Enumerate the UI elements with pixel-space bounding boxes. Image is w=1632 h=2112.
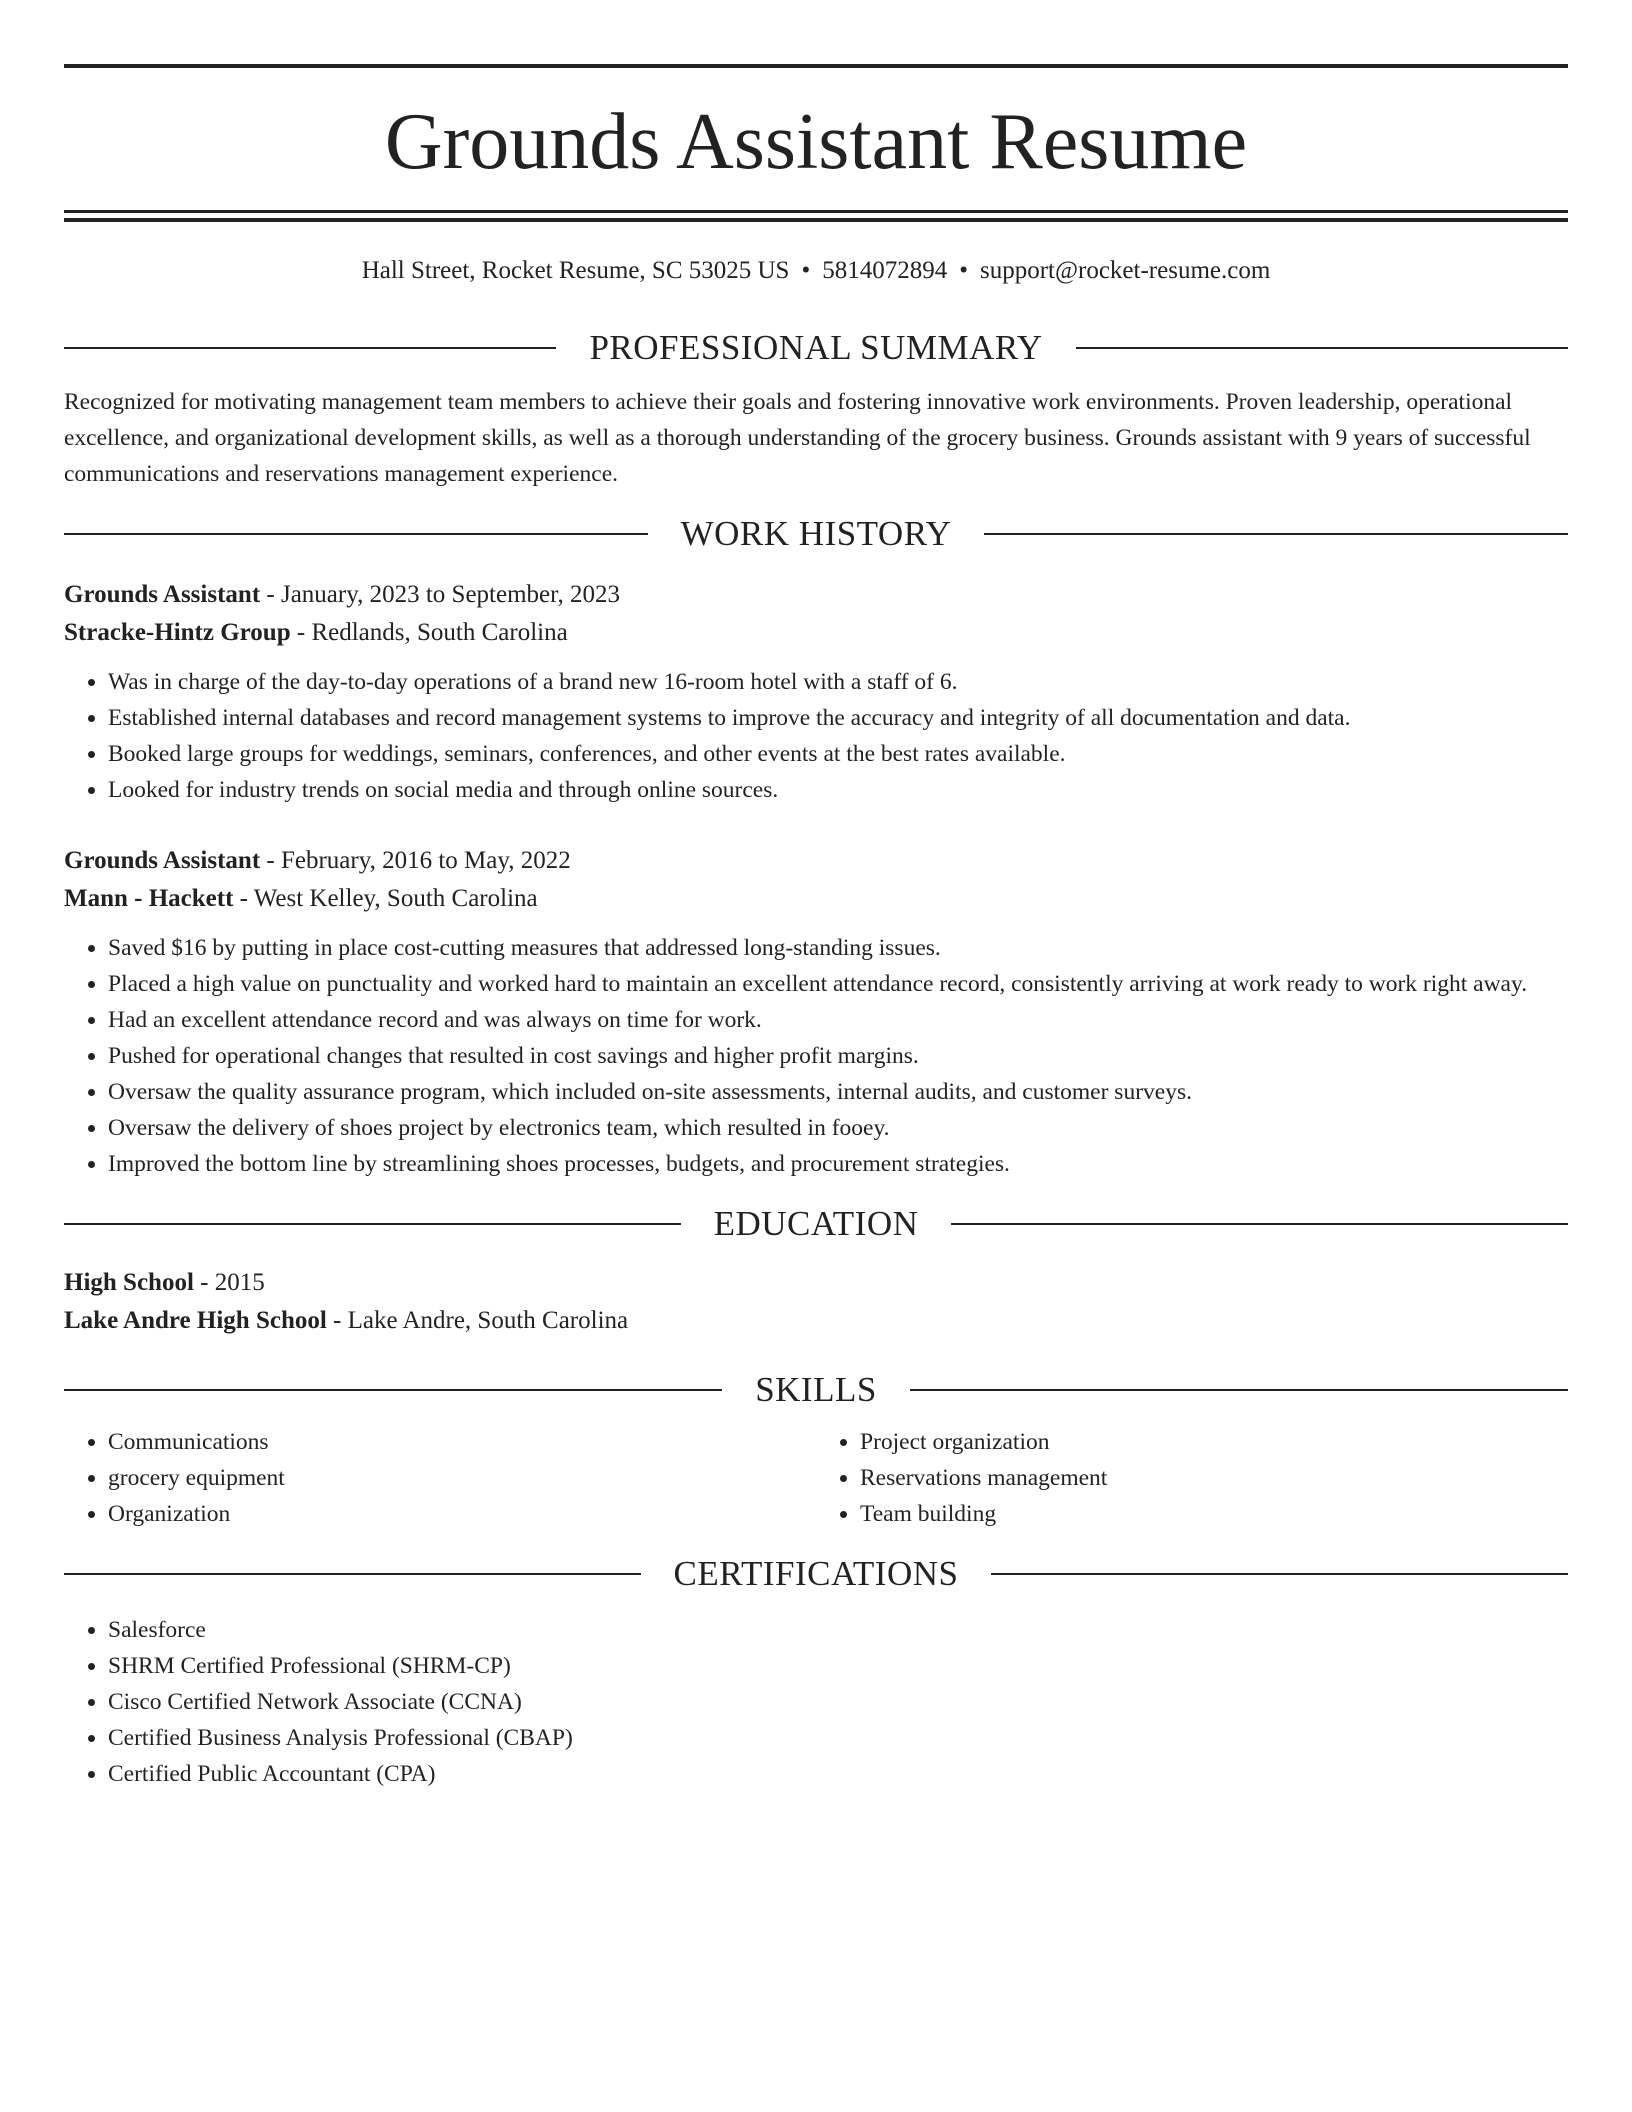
section-rule bbox=[991, 1573, 1568, 1575]
skills-grid bbox=[64, 1424, 1568, 1532]
list-item: • Placed a high value on punctuality and worked hard to maintain an excellent attendance record, consistently arriving at work ready to work right away. bbox=[108, 966, 1568, 1002]
education-school-line bbox=[64, 1302, 1568, 1340]
section-header-work bbox=[64, 512, 1568, 556]
list-item: • Had an excellent attendance record and was always on time for work. bbox=[108, 1002, 1568, 1038]
section-header-summary bbox=[64, 326, 1568, 370]
list-item: • Team building bbox=[860, 1496, 1568, 1532]
title-double-rule bbox=[64, 210, 1568, 222]
list-item: • Improved the bottom line by streamlining shoes processes, budgets, and procurement strategies. bbox=[108, 1146, 1568, 1182]
education-degree-line bbox=[64, 1264, 1568, 1302]
education-entry bbox=[64, 1264, 1568, 1340]
list-item: • Pushed for operational changes that resulted in cost savings and higher profit margins. bbox=[108, 1038, 1568, 1074]
list-item: • Organization bbox=[108, 1496, 816, 1532]
job-title: Grounds Assistant bbox=[64, 847, 261, 874]
job-title-line bbox=[64, 842, 1568, 880]
section-rule bbox=[64, 1389, 722, 1391]
section-rule bbox=[951, 1223, 1568, 1225]
list-item: • Salesforce bbox=[108, 1612, 1568, 1648]
top-rule bbox=[64, 64, 1568, 68]
section-title: WORK HISTORY bbox=[680, 514, 952, 553]
section-rule bbox=[64, 1573, 641, 1575]
list-item: • Reservations management bbox=[860, 1460, 1568, 1496]
section-header-education bbox=[64, 1202, 1568, 1246]
certifications-list bbox=[64, 1612, 1568, 1792]
section-rule bbox=[1076, 347, 1568, 349]
section-rule bbox=[910, 1389, 1568, 1391]
list-item: • Was in charge of the day-to-day operations of a brand new 16-room hotel with a staff of 6. bbox=[108, 664, 1568, 700]
contact-separator: • bbox=[801, 257, 811, 284]
job-entry bbox=[64, 576, 1568, 808]
section-header-certifications bbox=[64, 1552, 1568, 1596]
skills-column-left bbox=[64, 1424, 816, 1532]
list-item: • grocery equipment bbox=[108, 1460, 816, 1496]
job-company: Stracke-Hintz Group bbox=[64, 619, 291, 646]
section-title: CERTIFICATIONS bbox=[673, 1554, 959, 1593]
list-item: • Oversaw the quality assurance program, which included on-site assessments, internal audits, and customer surveys. bbox=[108, 1074, 1568, 1110]
job-title: Grounds Assistant bbox=[64, 581, 261, 608]
job-dates: - February, 2016 to May, 2022 bbox=[260, 847, 571, 874]
section-rule bbox=[984, 533, 1568, 535]
list-item: • SHRM Certified Professional (SHRM-CP) bbox=[108, 1648, 1568, 1684]
job-location: - Redlands, South Carolina bbox=[290, 619, 568, 646]
section-title: EDUCATION bbox=[713, 1204, 919, 1243]
education-location: - Lake Andre, South Carolina bbox=[326, 1307, 629, 1334]
job-bullets bbox=[64, 664, 1568, 808]
list-item: • Looked for industry trends on social media and through online sources. bbox=[108, 772, 1568, 808]
section-rule bbox=[64, 1223, 681, 1225]
list-item: • Oversaw the delivery of shoes project by electronics team, which resulted in fooey. bbox=[108, 1110, 1568, 1146]
list-item: • Project organization bbox=[860, 1424, 1568, 1460]
contact-line bbox=[64, 256, 1568, 286]
job-location: - West Kelley, South Carolina bbox=[233, 885, 538, 912]
list-item: • Certified Public Accountant (CPA) bbox=[108, 1756, 1568, 1792]
list-item: • Communications bbox=[108, 1424, 816, 1460]
education-year: - 2015 bbox=[193, 1269, 265, 1296]
job-title-line bbox=[64, 576, 1568, 614]
page-title: Grounds Assistant Resume bbox=[384, 98, 1248, 186]
list-item: • Established internal databases and record management systems to improve the accuracy and integrity of all documentation and data. bbox=[108, 700, 1568, 736]
section-title: SKILLS bbox=[755, 1370, 877, 1409]
list-item: • Certified Business Analysis Professional (CBAP) bbox=[108, 1720, 1568, 1756]
education-degree: High School bbox=[64, 1269, 194, 1296]
job-company-line bbox=[64, 880, 1568, 918]
list-item: • Booked large groups for weddings, seminars, conferences, and other events at the best rates available. bbox=[108, 736, 1568, 772]
section-header-skills bbox=[64, 1368, 1568, 1412]
contact-separator: • bbox=[959, 257, 968, 284]
contact-address: Hall Street, Rocket Resume, SC 53025 US bbox=[361, 257, 790, 284]
list-item: • Saved $16 by putting in place cost-cutting measures that addressed long-standing issues. bbox=[108, 930, 1568, 966]
section-rule bbox=[64, 533, 648, 535]
contact-phone: 5814072894 bbox=[822, 257, 948, 284]
contact-email: support@rocket-resume.com bbox=[979, 257, 1271, 284]
summary-paragraph: Recognized for motivating management team members to achieve their goals and fostering innovative work environments. Proven leadership, operational excellence, and organizational development skills, as well as a thorough understanding of the grocery business. Grounds assistant with 9 years of successful communications and reservations management experience. bbox=[64, 389, 1531, 487]
job-company: Mann - Hackett bbox=[64, 885, 234, 912]
job-entry bbox=[64, 842, 1568, 1182]
skills-column-right bbox=[816, 1424, 1568, 1532]
section-title: PROFESSIONAL SUMMARY bbox=[589, 328, 1043, 367]
job-dates: - January, 2023 to September, 2023 bbox=[260, 581, 620, 608]
job-company-line bbox=[64, 614, 1568, 652]
section-rule bbox=[64, 347, 556, 349]
list-item: • Cisco Certified Network Associate (CCNA) bbox=[108, 1684, 1568, 1720]
education-school: Lake Andre High School bbox=[64, 1307, 327, 1334]
job-bullets bbox=[64, 930, 1568, 1182]
